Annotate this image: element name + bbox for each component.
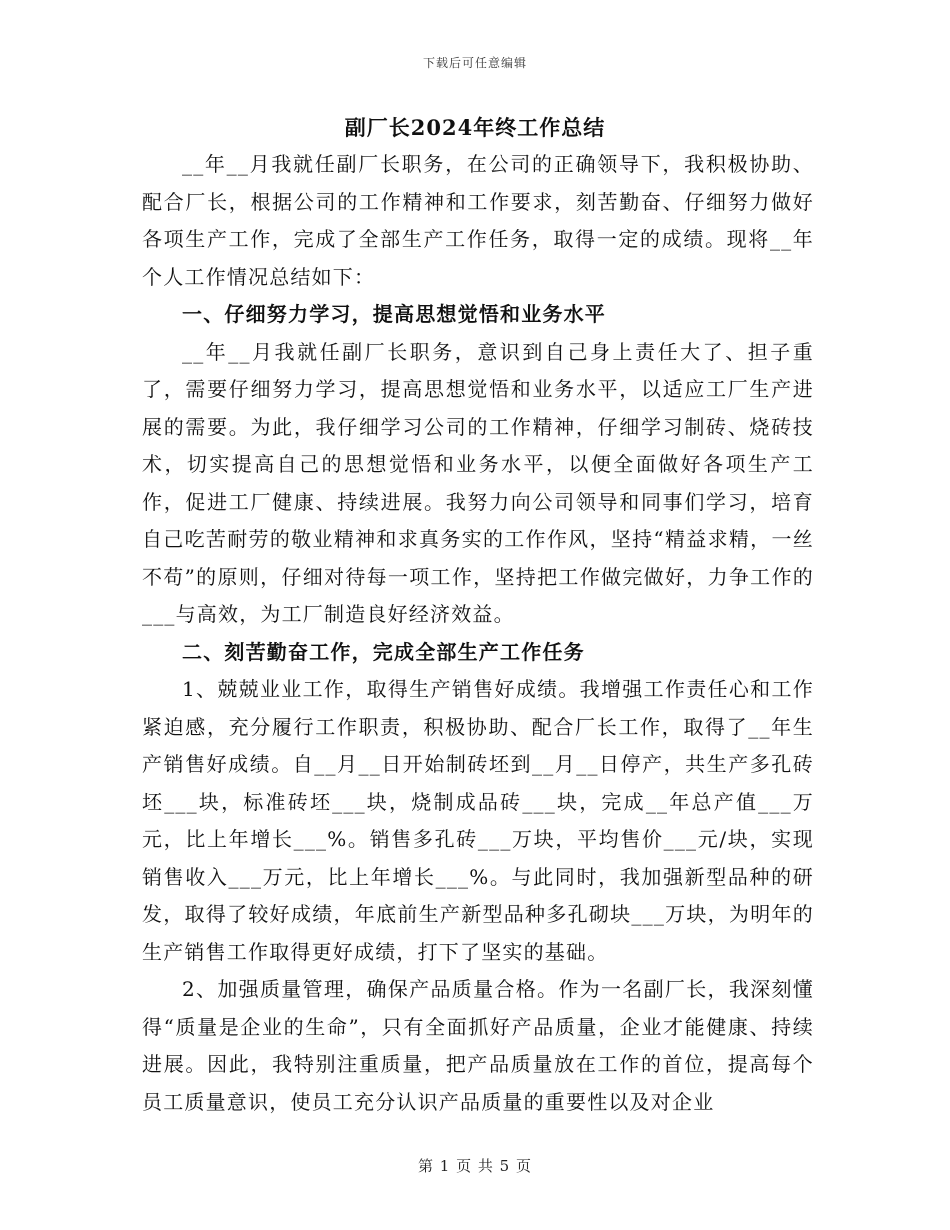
section-2-paragraph-1: 1、兢兢业业工作，取得生产销售好成绩。我增强工作责任心和工作紧迫感，充分履行工作职责，积极协助、配合厂长工作，取得了__年生产销售好成绩。自__月__日开始制砖坯到__月__日停产，共生产多孔砖坯___块，标准砖坯___块，烧制成品砖___块，完成__年总产值___万元，比上年增长___%。销售多孔砖___万块，平均售价___元/块，实现销售收入___万元，比上年增长___%。与此同时，我加强新型品种的研发，取得了较好成绩，年底前生产新型品种多孔砌块___万块，为明年的生产销售工作取得更好成绩，打下了坚实的基础。: [142, 677, 814, 964]
document-title: 副厂长2024年终工作总结: [344, 115, 606, 140]
section-heading-2: 二、刻苦勤奋工作，完成全部生产工作任务: [182, 639, 585, 664]
section-1-paragraph: __年__月我就任副厂长职务，意识到自己身上责任大了、担子重了，需要仔细努力学习，提高思想觉悟和业务水平，以适应工厂生产进展的需要。为此，我仔细学习公司的工作精神，仔细学习制砖、烧砖技术，切实提高自己的思想觉悟和业务水平，以便全面做好各项生产工作，促进工厂健康、持续进展。我努力向公司领导和同事们学习，培育自己吃苦耐劳的敬业精神和求真务实的工作作风，坚持“精益求精，一丝不苟”的原则，仔细对待每一项工作，坚持把工作做完做好，力争工作的___与高效，为工厂制造良好经济效益。: [142, 339, 814, 626]
page-number: 第 1 页 共 5 页: [418, 1157, 532, 1175]
section-2-paragraph-2: 2、加强质量管理，确保产品质量合格。作为一名副厂长，我深刻懂得“质量是企业的生命”，只有全面抓好产品质量，企业才能健康、持续进展。因此，我特别注重质量，把产品质量放在工作的首位，提高每个员工质量意识，使员工充分认识产品质量的重要性以及对企业: [142, 977, 814, 1114]
section-heading-1: 一、仔细努力学习，提高思想觉悟和业务水平: [182, 302, 606, 326]
document-body: [142, 146, 814, 1121]
intro-paragraph: __年__月我就任副厂长职务，在公司的正确领导下，我积极协助、配合厂长，根据公司的工作精神和工作要求，刻苦勤奋、仔细努力做好各项生产工作，完成了全部生产工作任务，取得一定的成绩。现将__年个人工作情况总结如下：: [142, 152, 814, 289]
header-note: 下载后可任意编辑: [422, 56, 527, 70]
